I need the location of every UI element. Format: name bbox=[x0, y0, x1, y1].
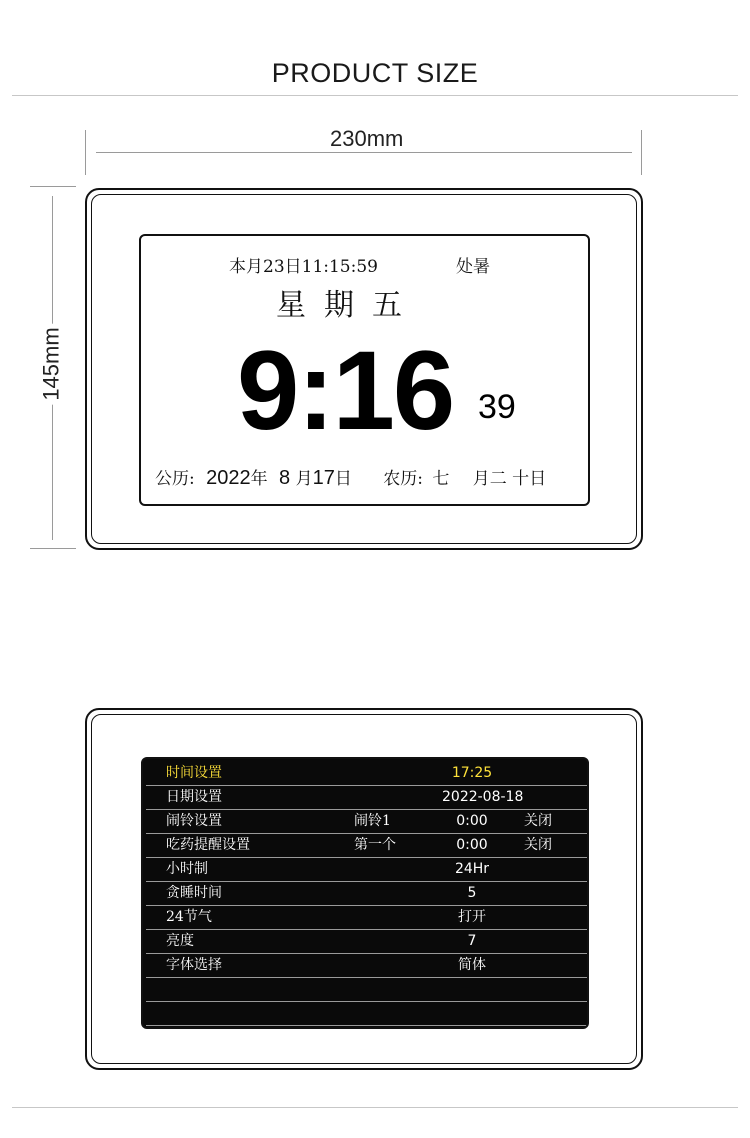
menu-row[interactable] bbox=[146, 930, 588, 954]
menu-row-value: 0:00 bbox=[456, 837, 488, 853]
menu-row-state: 关闭 bbox=[524, 837, 552, 853]
menu-row-sub: 第一个 bbox=[354, 837, 396, 853]
clock-device-frame bbox=[85, 188, 643, 550]
menu-row-value: 简体 bbox=[458, 957, 486, 973]
clock-time: 9:16 bbox=[237, 328, 454, 453]
menu-row[interactable] bbox=[146, 978, 588, 1002]
clock-screen bbox=[139, 234, 590, 506]
weekday: 星期五 bbox=[276, 288, 420, 323]
month-char: 月 bbox=[295, 469, 313, 489]
menu-row[interactable] bbox=[146, 786, 588, 810]
lunar-label: 农历: bbox=[383, 469, 423, 489]
menu-row-label: 24节气 bbox=[166, 909, 212, 925]
menu-row-value: 2022-08-18 bbox=[442, 789, 524, 805]
menu-row-label: 小时制 bbox=[166, 861, 208, 877]
width-dim-right-tick bbox=[641, 130, 642, 175]
clock-top-datetime: 本月23日11:15:59 bbox=[229, 257, 378, 277]
menu-row[interactable] bbox=[146, 1002, 588, 1026]
lunar-month: 七 bbox=[432, 469, 450, 489]
menu-row-label: 贪睡时间 bbox=[166, 885, 222, 901]
year-char: 年 bbox=[250, 469, 268, 489]
menu-row-value: 0:00 bbox=[456, 813, 488, 829]
height-dim-top-tick bbox=[30, 186, 76, 187]
menu-row-label: 时间设置 bbox=[166, 765, 222, 781]
menu-row[interactable] bbox=[146, 882, 588, 906]
lunar-month-char: 月 bbox=[472, 469, 490, 489]
menu-row-label: 亮度 bbox=[166, 933, 194, 949]
menu-device-frame bbox=[85, 708, 643, 1070]
menu-row[interactable] bbox=[146, 810, 588, 834]
width-dim-line bbox=[96, 152, 632, 153]
menu-row-value: 24Hr bbox=[454, 861, 490, 877]
settings-menu-list bbox=[146, 762, 588, 1026]
menu-row[interactable] bbox=[146, 858, 588, 882]
menu-row-label: 字体选择 bbox=[166, 957, 222, 973]
menu-row-label: 闹铃设置 bbox=[166, 813, 222, 829]
menu-screen bbox=[141, 757, 589, 1029]
menu-row-sub: 闹铃1 bbox=[354, 813, 391, 829]
menu-row-value: 5 bbox=[467, 885, 477, 901]
date-line bbox=[155, 464, 546, 490]
clock-seconds: 39 bbox=[478, 388, 516, 426]
title-divider bbox=[12, 95, 738, 96]
height-dim-bottom-tick bbox=[30, 548, 76, 549]
bottom-divider bbox=[12, 1107, 738, 1108]
menu-row-value: 17:25 bbox=[451, 765, 493, 781]
height-dim-wrap bbox=[12, 327, 92, 401]
menu-row-value: 7 bbox=[467, 933, 477, 949]
day-char: 日 bbox=[334, 469, 352, 489]
height-dim-label: 145mm bbox=[39, 323, 65, 404]
menu-row-value: 打开 bbox=[458, 909, 486, 925]
lunar-day: 二 十 bbox=[489, 469, 530, 489]
gregorian-label: 公历: bbox=[155, 469, 195, 489]
menu-row[interactable] bbox=[146, 834, 588, 858]
menu-row[interactable] bbox=[146, 906, 588, 930]
menu-row[interactable] bbox=[146, 762, 588, 786]
width-dim-left-tick bbox=[85, 130, 86, 175]
solar-term: 处暑 bbox=[456, 257, 490, 277]
gregorian-year: 2022 bbox=[206, 467, 251, 489]
page-title: PRODUCT SIZE bbox=[271, 58, 479, 88]
gregorian-day: 17 bbox=[312, 467, 335, 489]
menu-row-label: 吃药提醒设置 bbox=[166, 837, 250, 853]
menu-row-state: 关闭 bbox=[524, 813, 552, 829]
lunar-day-char: 日 bbox=[529, 469, 547, 489]
width-dim-label: 230mm bbox=[326, 126, 407, 152]
menu-row[interactable] bbox=[146, 954, 588, 978]
gregorian-month: 8 bbox=[279, 467, 291, 489]
menu-row-label: 日期设置 bbox=[166, 789, 222, 805]
